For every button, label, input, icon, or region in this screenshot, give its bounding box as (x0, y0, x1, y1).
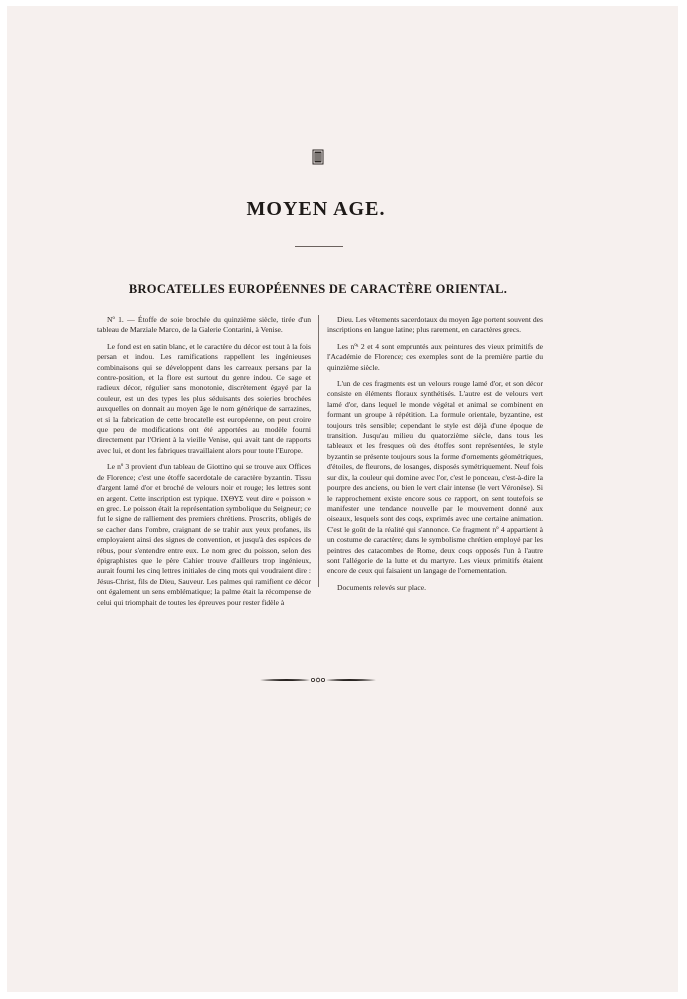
paragraph: L'un de ces fragments est un velours rouge lamé d'or, et son décor consiste en éléments floraux synthétisés. L'autre est de velours vert lamé d'or, dans lequel le monde végétal et animal se combinent en formant un groupe à répétition. La formule orientale, byzantine, est toujours très sensible; cependant le style est déjà d'une époque de transition. Jusqu'au milieu du quatorzième siècle, dans tous les tableaux et les fresques où des étoffes sont représentées, le style byzantin se présente toujours sous la forme d'ornements géométriques, d'étoiles, de fleurons, de losanges, disposés symétriquement. Neuf fois sur dix, la couleur qui domine avec l'or, c'est le ponceau, c'est-à-dire la pourpre des anciens, ou bien le vert clair intense (le vert Véronèse). Si le rapprochement existe encore sous ce rapport, on sent toutefois se manifester une tendance nouvelle par le mouvement donné aux oiseaux, lesquels sont des coqs, exprimés avec une certaine animation. C'est le goût de la réalité qui s'annonce. Ce fragment nº 4 appartient à un costume de caractère; dans le symbolisme chrétien employé par les peintres des catacombes de Rome, deux coqs opposés l'un à l'autre sont l'allégorie de la lutte et du martyre. Les vieux primitifs étaient encore de ceux qui faisaient un langage de l'ornementation. (327, 379, 543, 576)
paragraph: Les nºˢ 2 et 4 sont empruntés aux peintures des vieux primitifs de l'Académie de Florence; ces exemples sont de la première partie du quinzième siècle. (327, 341, 543, 372)
page-sheet (7, 6, 678, 992)
right-column (327, 315, 543, 599)
left-column (97, 315, 311, 614)
section-subtitle: BROCATELLES EUROPÉENNES DE CARACTÈRE ORIENTAL. (128, 282, 508, 296)
title-rule (295, 246, 343, 247)
plate-emblem-icon (312, 149, 324, 165)
page-title: MOYEN AGE. (246, 198, 386, 220)
paragraph: Dieu. Les vêtements sacerdotaux du moyen âge portent souvent des inscriptions en langue latine; plus rarement, en caractères grecs. (327, 315, 543, 335)
paragraph: Nº 1. — Étoffe de soie brochée du quinzième siècle, tirée d'un tableau de Marziale Marco, de la Galerie Contarini, à Venise. (97, 315, 311, 335)
tailpiece-ornament-icon (258, 675, 378, 685)
paragraph: Le fond est en satin blanc, et le caractère du décor est tout à la fois persan et indou. Les ramifications rappellent les ingénieuses combinaisons qui se développent dans les carreaux persans par la contre-position, et la flore est surtout du genre indou. Ce sage et radieux décor, régulier sans monotonie, discrètement égayé par la couleur, est un des types les plus séduisants des soieries brochées auxquelles on donnait au moyen âge le nom générique de sarrazines, et si la fabrication de cette brocatelle est européenne, on peut croire que peu de modifications ont été apportées au modèle fourni directement par l'Orient à la vieille Venise, qui avait tant de rapports avec lui, et dont les fabriques travaillaient alors pour toute l'Europe. (97, 341, 311, 455)
paragraph: Documents relevés sur place. (337, 582, 426, 592)
paragraph: Le nº 3 provient d'un tableau de Giottino qui se trouve aux Offices de Florence; c'est une étoffe sacerdotale de caractère byzantin. Tissu d'argent lamé d'or et broché de velours noir et rouge; les lettres sont en argent. Cette inscription est typique. ΙΧΘΥΣ veut dire « poisson » en grec. Le poisson était la représentation symbolique du Seigneur; ce fut le signe de ralliement des premiers chrétiens. Proscrits, obligés de se cacher dans l'ombre, craignant de se trahir aux yeux profanes, ils employaient ainsi des signes de convention, et jusqu'à des espèces de rébus, pour s'entendre entre eux. Le nom grec du poisson, selon des épigraphistes que le père Cahier trouve d'ailleurs trop ingénieux, aurait fourni les cinq lettres initiales de cinq mots qui voudraient dire : Jésus-Christ, fils de Dieu, Sauveur. Les palmes qui ramifient ce décor ont également un sens emblématique; la palme était la récompense de celui qui triomphait de toutes les épreuves pour rester fidèle à (97, 462, 311, 607)
column-divider (318, 315, 319, 587)
